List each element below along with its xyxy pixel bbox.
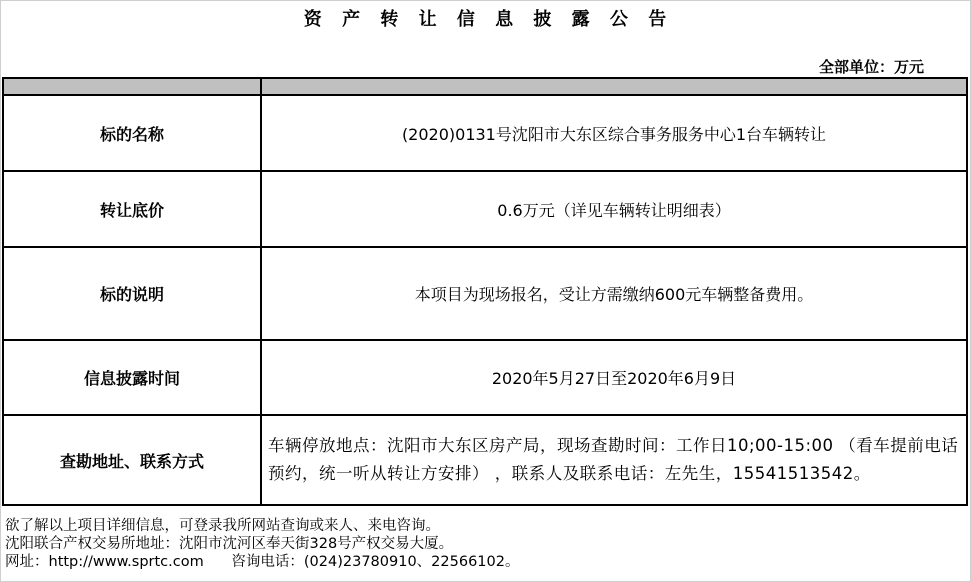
announcement-table: [2, 77, 968, 506]
row-value: 本项目为现场报名，受让方需缴纳600元车辆整备费用。: [261, 247, 967, 340]
unit-note: 全部单位：万元: [818, 58, 924, 76]
page-title: 资 产 转 让 信 息 披 露 公 告: [303, 9, 668, 30]
table-header-cell-value: [261, 78, 967, 95]
footer: [5, 517, 966, 571]
table-row: [3, 95, 967, 171]
row-value: 2020年5月27日至2020年6月9日: [261, 340, 967, 415]
footer-line: 欲了解以上项目详细信息，可登录我所网站查询或来人、来电咨询。: [5, 518, 440, 534]
row-value: 0.6万元（详见车辆转让明细表）: [261, 171, 967, 247]
footer-line: 网址：http://www.sprtc.com 咨询电话：(024)23780910、22566102。: [5, 554, 520, 570]
table-header-cell-label: [3, 78, 261, 95]
table-row: [3, 340, 967, 415]
table-row: [3, 415, 967, 505]
row-label: 标的名称: [3, 95, 261, 171]
row-label: 转让底价: [3, 171, 261, 247]
table-row: [3, 247, 967, 340]
row-value: 车辆停放地点：沈阳市大东区房产局，现场查勘时间：工作日10;00-15:00 （看车提前电话预约，统一听从转让方安排） ，联系人及联系电话：左先生，15541513542。: [261, 415, 967, 505]
row-label: 标的说明: [3, 247, 261, 340]
table-header-row: [3, 78, 967, 95]
row-value: (2020)0131号沈阳市大东区综合事务服务中心1台车辆转让: [261, 95, 967, 171]
footer-line: 沈阳联合产权交易所地址：沈阳市沈河区奉天街328号产权交易大厦。: [5, 536, 454, 552]
table-row: [3, 171, 967, 247]
row-label: 信息披露时间: [3, 340, 261, 415]
row-label: 查勘地址、联系方式: [3, 415, 261, 505]
